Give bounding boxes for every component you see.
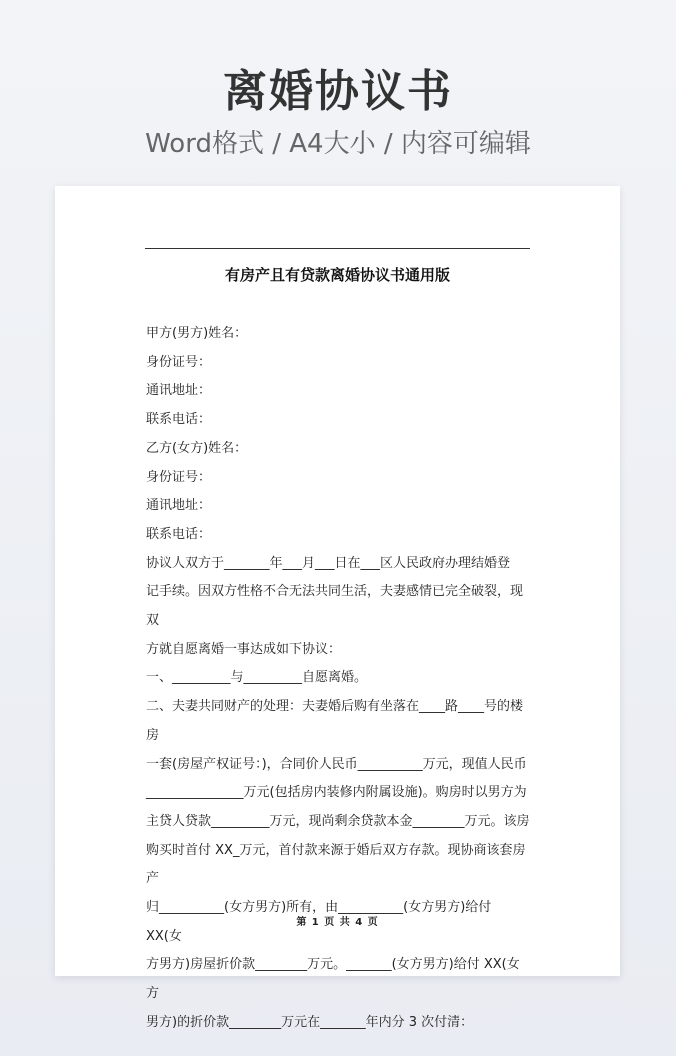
body-line: 协议人双方于_______年___月___日在___区人民政府办理结婚登: [146, 555, 511, 571]
field-party-a-name: 甲方(男方)姓名：: [146, 326, 248, 341]
body-line: 购买时首付 XX_万元，首付款来源于婚后双方存款。现协商该套房产: [146, 842, 526, 887]
field-party-a-address: 通讯地址：: [146, 383, 212, 399]
body-line: 二、夫妻共同财产的处理：夫妻婚后购有坐落在____路____号的楼房: [146, 699, 524, 743]
body-line: _______________万元(包括房内装修内附属设施)。购房时以男方为: [146, 785, 527, 801]
page-number: 第 1 页 共 4 页: [296, 917, 379, 928]
field-party-a-id: 身份证号：: [146, 354, 212, 370]
field-party-b-name: 乙方(女方)姓名：: [146, 440, 248, 456]
page-subtitle: Word格式 / A4大小 / 内容可编辑: [145, 129, 531, 159]
field-party-b-address: 通讯地址：: [146, 498, 212, 514]
field-party-a-phone: 联系电话：: [146, 412, 212, 428]
body-line: 记手续。因双方性格不合无法共同生活，夫妻感情已完全破裂，现双: [146, 584, 524, 629]
body-line: 一套(房屋产权证号：)，合同价人民币__________万元，现值人民币: [146, 756, 527, 772]
document-body: [146, 320, 531, 1038]
header-rule: [145, 248, 530, 249]
field-party-b-id: 身份证号：: [146, 469, 212, 485]
body-line: 方就自愿离婚一事达成如下协议：: [146, 641, 342, 657]
body-line: 主贷人贷款_________万元，现尚剩余贷款本金________万元。该房: [146, 813, 530, 829]
document-page: [55, 186, 620, 1030]
body-line: 方男方)房屋折价款________万元。_______(女方男方)给付 XX(女方: [146, 957, 520, 1002]
body-line: 一、_________与_________自愿离婚。: [146, 670, 368, 686]
body-line: 男方)的折价款________万元在_______年内分 3 次付清：: [146, 1014, 474, 1030]
header: [0, 62, 676, 162]
body-line: 归__________(女方男方)所有，由__________(女方男方)给付 XX(女: [146, 900, 492, 944]
document-title: 有房产且有贷款离婚协议书通用版: [224, 266, 450, 284]
page-title: 离婚协议书: [223, 66, 453, 117]
field-party-b-phone: 联系电话：: [146, 526, 212, 542]
